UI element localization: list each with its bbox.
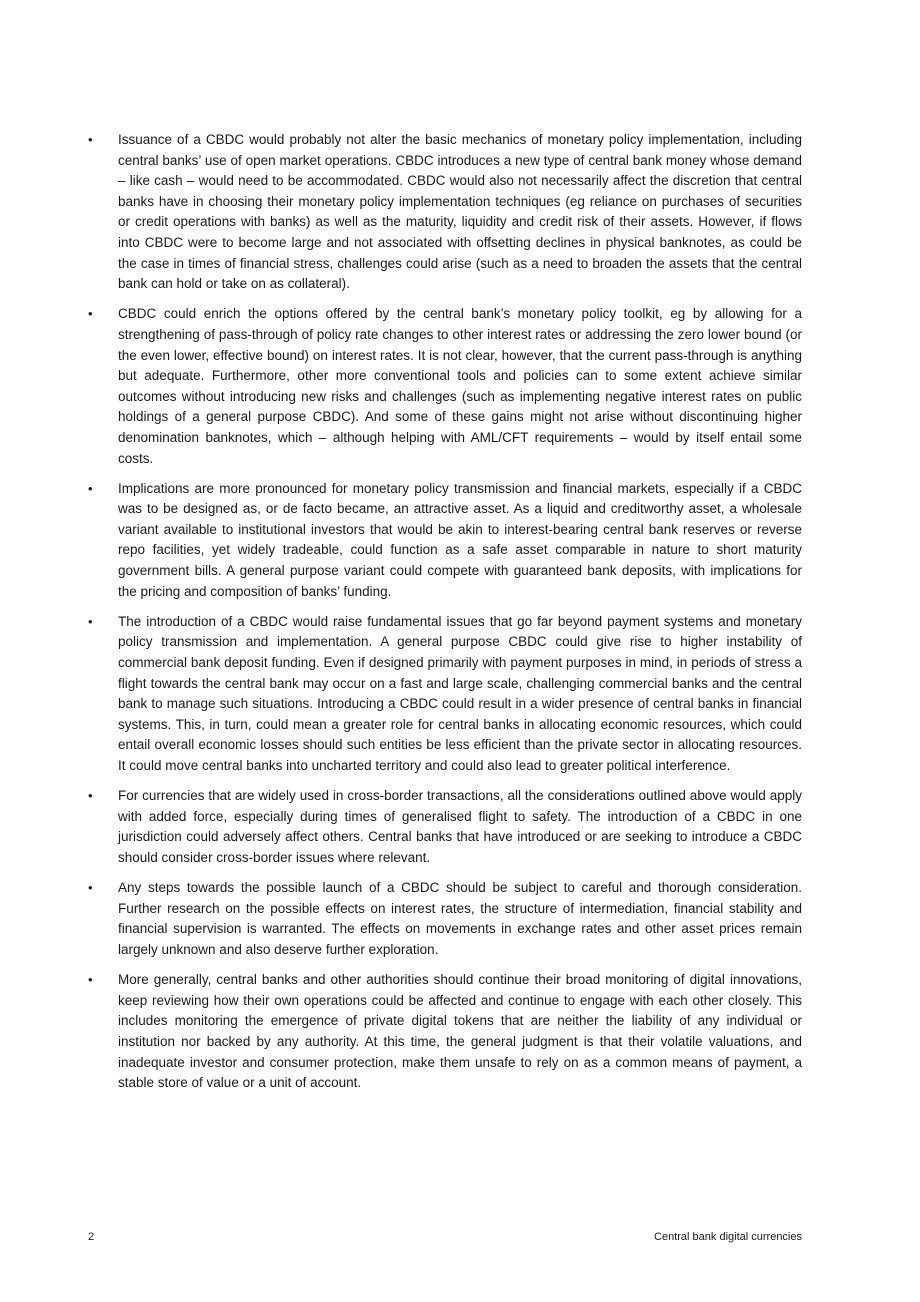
running-title: Central bank digital currencies	[654, 1231, 802, 1243]
bullet-text: More generally, central banks and other authorities should continue their broad monitoring of digital innovations, keep reviewing how their own operations could be affected and continue to engage with each other closely. This includes monitoring the emergence of private digital tokens that are neither the liability of any individual or institution nor backed by any authority. At this time, the general judgment is that their volatile valuations, and inadequate investor and consumer protection, make them unsafe to rely on as a common means of payment, a stable store of value or a unit of account.	[118, 972, 802, 1091]
bullet-text: Issuance of a CBDC would probably not alter the basic mechanics of monetary policy implementation, including central banks’ use of open market operations. CBDC introduces a new type of central bank money whose demand – like cash – would need to be accommodated. CBDC would also not necessarily affect the discretion that central banks have in choosing their monetary policy implementation techniques (eg reliance on purchases of securities or credit operations with banks) as well as the maturity, liquidity and credit risk of their assets. However, if flows into CBDC were to become large and not associated with offsetting declines in physical banknotes, as could be the case in times of financial stress, challenges could arise (such as a need to broaden the assets that the central bank can hold or take on as collateral).	[118, 132, 802, 292]
bullet-text: Any steps towards the possible launch of a CBDC should be subject to careful and thorough consideration. Further research on the possible effects on interest rates, the structure of intermediation, financial stability and financial supervision is warranted. The effects on movements in exchange rates and other asset prices remain largely unknown and also deserve further exploration.	[118, 880, 802, 957]
bullet-item	[88, 479, 802, 603]
bullet-marker: •	[88, 880, 93, 896]
bullet-item	[88, 130, 802, 295]
bullet-marker: •	[88, 306, 93, 322]
bullet-text: CBDC could enrich the options offered by the central bank’s monetary policy toolkit, eg by allowing for a strengthening of pass-through of policy rate changes to other interest rates or addressing the zero lower bound (or the even lower, effective bound) on interest rates. It is not clear, however, that the current pass-through is anything but adequate. Furthermore, other more conventional tools and policies can to some extent achieve similar outcomes without introducing new risks and challenges (such as implementing negative interest rates on public holdings of a general purpose CBDC). And some of these gains might not arise without discontinuing higher denomination banknotes, which – although helping with AML/CFT requirements – would by itself entail some costs.	[118, 306, 802, 466]
bullet-item	[88, 612, 802, 777]
bullet-text: The introduction of a CBDC would raise fundamental issues that go far beyond payment systems and monetary policy transmission and implementation. A general purpose CBDC could give rise to higher instability of commercial bank deposit funding. Even if designed primarily with payment purposes in mind, in periods of stress a flight towards the central bank may occur on a fast and large scale, challenging commercial banks and the central bank to manage such situations. Introducing a CBDC could result in a wider presence of central banks in financial systems. This, in turn, could mean a greater role for central banks in allocating economic resources, which could entail overall economic losses should such entities be less efficient than the private sector in allocating resources. It could move central banks into uncharted territory and could also lead to greater political interference.	[118, 613, 802, 773]
bullet-item	[88, 786, 802, 868]
bullet-text: For currencies that are widely used in cross-border transactions, all the considerations outlined above would apply with added force, especially during times of generalised flight to safety. The introduction of a CBDC in one jurisdiction could adversely affect others. Central banks that have introduced or are seeking to introduce a CBDC should consider cross-border issues where relevant.	[118, 788, 802, 865]
bullet-marker: •	[88, 480, 93, 496]
bullet-list	[88, 130, 802, 1103]
bullet-marker: •	[88, 788, 93, 804]
bullet-item	[88, 304, 802, 469]
page-number: 2	[88, 1231, 95, 1243]
bullet-marker: •	[88, 613, 93, 629]
bullet-marker: •	[88, 972, 93, 988]
bullet-text: Implications are more pronounced for monetary policy transmission and financial markets, especially if a CBDC was to be designed as, or de facto became, an attractive asset. As a liquid and creditworthy asset, a wholesale variant available to institutional investors that would be akin to interest-bearing central bank reserves or reverse repo facilities, yet widely tradeable, could function as a safe asset comparable in nature to short maturity government bills. A general purpose variant could compete with guaranteed bank deposits, with implications for the pricing and composition of banks’ funding.	[118, 480, 802, 599]
page-footer	[88, 1229, 802, 1245]
bullet-marker: •	[88, 132, 93, 147]
bullet-item	[88, 878, 802, 960]
bullet-item	[88, 970, 802, 1094]
